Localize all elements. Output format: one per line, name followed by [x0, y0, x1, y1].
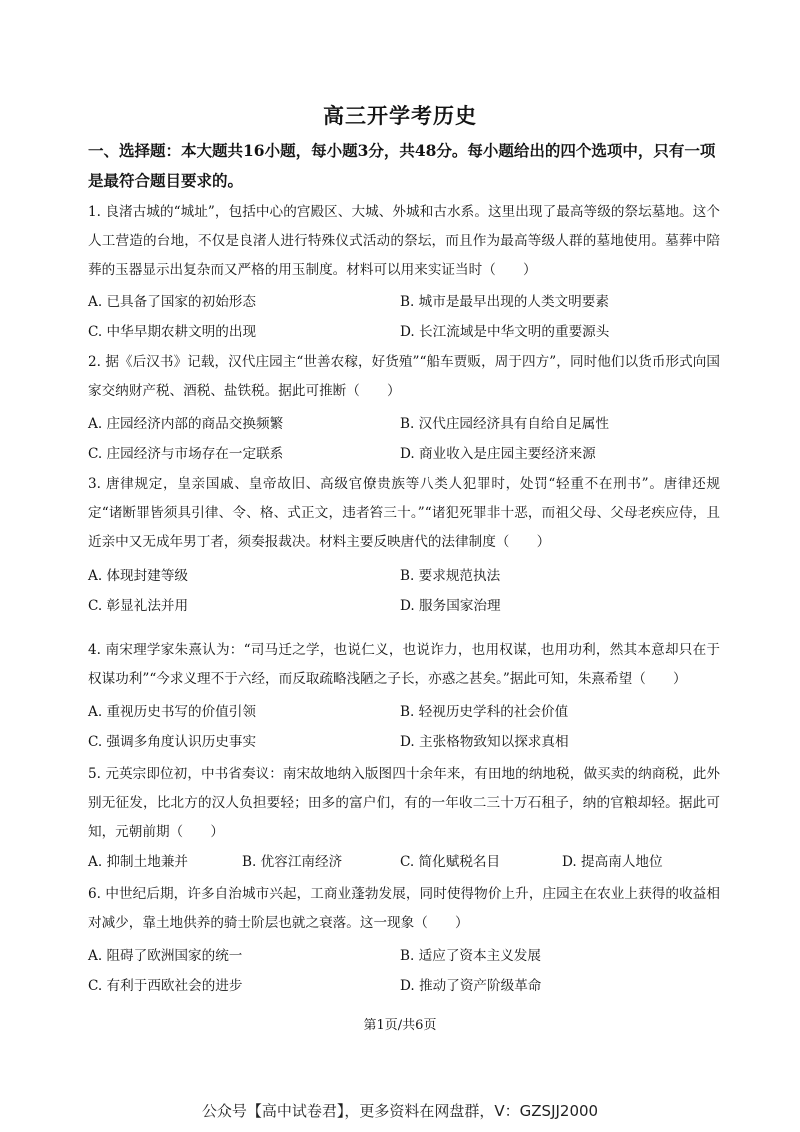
- question-stem: 5. 元英宗即位初，中书省奏议：南宋故地纳入版图四十余年来，有田地的纳地税，做买卖的纳商税，此外别无征发，比北方的汉人负担要轻；田多的富户们，有的一年收二三十万石租子，纳的官粮却轻。据此可知，元朝前期（ ）: [88, 766, 720, 840]
- option: C. 强调多角度认识历史事实: [88, 734, 257, 750]
- option: D. 服务国家治理: [400, 598, 501, 614]
- promo-banner: 公众号【高中试卷君】，更多资料在网盘群，V：GZSJJ2000: [201, 1102, 599, 1120]
- option: C. 有利于西欧社会的进步: [88, 978, 243, 994]
- exam-title: 高三开学考历史: [323, 103, 477, 128]
- option: D. 提高南人地位: [562, 854, 663, 870]
- option: A. 重视历史书写的价值引领: [88, 704, 256, 720]
- option: C. 彰显礼法并用: [88, 598, 189, 614]
- question-stem: 2. 据《后汉书》记载，汉代庄园主“世善农稼，好货殖”“船车贾贩，周于四方”，同时他们以货币形式向国家交纳财产税、酒税、盐铁税。据此可推断（ ）: [88, 354, 720, 399]
- question-stem: 6. 中世纪后期，许多自治城市兴起，工商业蓬勃发展，同时使得物价上升，庄园主在农业上获得的收益相对减少，靠土地供养的骑士阶层也就之衰落。这一现象（ ）: [88, 886, 720, 931]
- option: D. 商业收入是庄园主要经济来源: [400, 446, 596, 462]
- option: B. 汉代庄园经济具有自给自足属性: [400, 416, 609, 432]
- option: B. 轻视历史学科的社会价值: [400, 704, 569, 720]
- question-stem: 1. 良渚古城的“城址”，包括中心的宫殿区、大城、外城和古水系。这里出现了最高等级的祭坛墓地。这个人工营造的台地，不仅是良渚人进行特殊仪式活动的祭坛，而且作为最高等级人群的墓地使用。墓葬中陪葬的玉器显示出复杂而又严格的用玉制度。材料可以用来实证当时（ ）: [88, 204, 720, 278]
- page-number: 第1页/共6页: [363, 1018, 437, 1033]
- option: B. 城市是最早出现的人类文明要素: [400, 294, 609, 310]
- option: B. 要求规范执法: [400, 568, 501, 584]
- option: C. 简化赋税名目: [400, 854, 501, 870]
- option: C. 庄园经济与市场存在一定联系: [88, 446, 284, 462]
- option: D. 长江流域是中华文明的重要源头: [400, 324, 610, 340]
- option: B. 优容江南经济: [242, 854, 343, 870]
- question-stem: 3. 唐律规定，皇亲国戚、皇帝故旧、高级官僚贵族等八类人犯罪时，处罚“轻重不在刑书”。唐律还规定“诸断罪皆须具引律、令、格、式正文，违者笞三十。”“诸犯死罪非十恶，而祖父母、父母老疾应侍，且近亲中又无成年男丁者，须奏报裁决。材料主要反映唐代的法律制度（ ）: [88, 476, 720, 550]
- option: D. 推动了资产阶级革命: [400, 978, 542, 994]
- option: A. 已具备了国家的初始形态: [88, 294, 256, 310]
- option: A. 阻碍了欧洲国家的统一: [88, 948, 243, 964]
- option: A. 体现封建等级: [88, 568, 189, 584]
- option: A. 庄园经济内部的商品交换频繁: [88, 416, 284, 432]
- section-heading: 一、选择题：本大题共16小题，每小题3分，共48分。每小题给出的四个选项中，只有一项是最符合题目要求的。: [88, 141, 716, 190]
- question-stem: 4. 南宋理学家朱熹认为：“司马迁之学，也说仁义，也说诈力，也用权谋，也用功利，然其本意却只在于权谋功利”“今求义理不于六经，而反取疏略浅陋之子长，亦惑之甚矣。”据此可知，朱熹希望（ ）: [88, 642, 720, 687]
- option: B. 适应了资本主义发展: [400, 948, 541, 964]
- option: C. 中华早期农耕文明的出现: [88, 324, 257, 340]
- option: A. 抑制土地兼并: [88, 854, 189, 870]
- option: D. 主张格物致知以探求真相: [400, 734, 569, 750]
